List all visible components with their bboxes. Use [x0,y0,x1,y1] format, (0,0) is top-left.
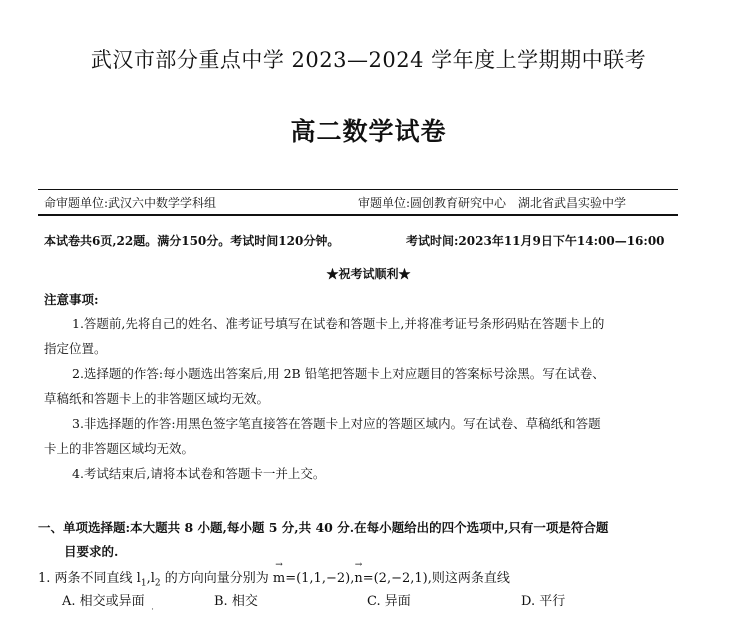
option-a: A. 相交或异面 [62,594,145,609]
q1-text-c: 的方向向量分别为 [160,571,273,586]
q1-sub-1: 1 [140,578,147,589]
q1-sub-2: 2 [154,578,161,589]
option-d: D. 平行 [521,594,566,609]
q1-text-e: =(2,−2,1),则这两条直线 [362,571,510,586]
meta-divider [38,214,678,216]
vector-n: → n [354,571,362,586]
note-1-line-2: 指定位置。 [44,341,107,356]
reviewer-unit: 审题单位:圆创教育研究中心 湖北省武昌实验中学 [358,196,627,210]
question-1-stem [38,567,510,589]
top-divider [38,189,678,190]
q1-text-b: ,l [146,571,155,586]
next-line-fragment: ˙ [150,608,155,619]
option-b: B. 相交 [214,594,258,609]
note-1-line-1: 1.答题前,先将自己的姓名、准考证号填写在试卷和答题卡上,并将准考证号条形码贴在答题卡上的 [72,316,605,331]
exam-time: 考试时间:2023年11月9日下午14:00—16:00 [406,234,665,248]
section-1-heading-line-1: 一、单项选择题:本大题共 8 小题,每小题 5 分,共 40 分.在每小题给出的四个选项中,只有一项是符合题 [38,520,609,535]
q1-text-a: 1. 两条不同直线 l [38,571,141,586]
q1-text-d: =(1,1,−2), [285,571,355,586]
blessing: ★祝考试顺利★ [326,267,411,281]
notes-heading: 注意事项: [44,292,99,307]
section-1-heading-line-2: 目要求的. [64,544,119,559]
note-2-line-1: 2.选择题的作答:每小题选出答案后,用 2B 铅笔把答题卡上对应题目的答案标号涂黑。写在试卷、 [72,366,605,381]
option-c: C. 异面 [367,594,411,609]
vector-m: → m [273,571,285,586]
note-3-line-2: 卡上的非答题区域均无效。 [44,441,195,456]
paper-subtitle: 高二数学试卷 [290,117,447,146]
exam-title: 武汉市部分重点中学 2023—2024 学年度上学期期中联考 [90,48,647,72]
note-3-line-1: 3.非选择题的作答:用黑色签字笔直接答在答题卡上对应的答题区域内。写在试卷、草稿纸和答题 [72,416,601,431]
note-4: 4.考试结束后,请将本试卷和答题卡一并上交。 [72,466,326,481]
note-2-line-2: 草稿纸和答题卡上的非答题区域均无效。 [44,391,270,406]
proposer-unit: 命审题单位:武汉六中数学学科组 [44,196,217,210]
paper-info: 本试卷共6页,22题。满分150分。考试时间120分钟。 [44,234,340,248]
